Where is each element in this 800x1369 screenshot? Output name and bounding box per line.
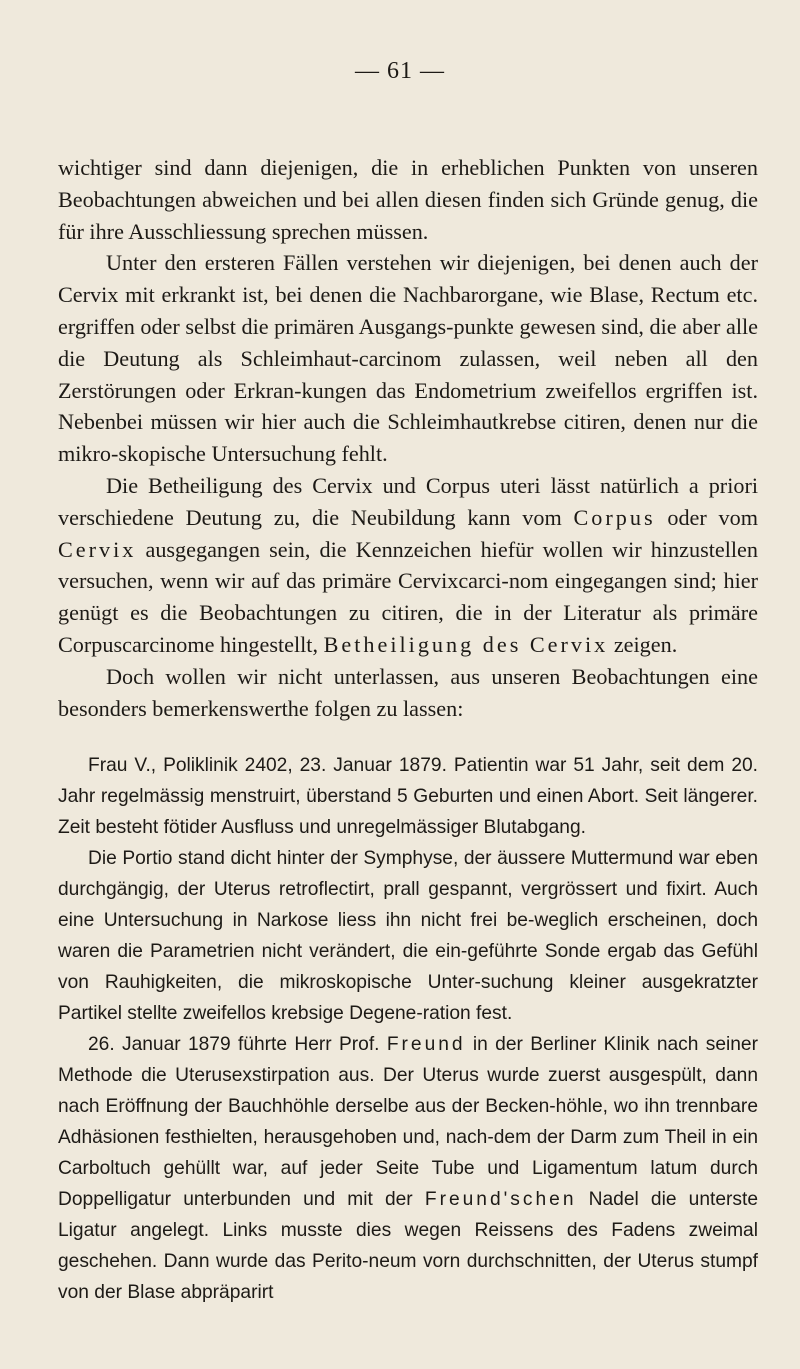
case-3-part-c: Nadel die unterste Ligatur angelegt. Links musste dies wegen Reissens des Fadens zweimal geschehen. Dann wurde das Perito-neum vorn durchschnitten, der Uterus stumpf von der Blase abpräparirt (58, 1189, 758, 1304)
paragraph-3-part-a: Die Betheiligung des Cervix und Corpus uteri lässt natürlich a priori verschiedene Deutung zu, die Neubildung kann vom (58, 472, 758, 530)
emphasis-freundschen: Freund'schen (424, 1189, 577, 1211)
paragraph-1: wichtiger sind dann diejenigen, die in erheblichen Punkten von unseren Beobachtungen abweichen und bei allen diesen finden sich Gründe genug, die für ihre Ausschliessung sprechen müssen. (58, 155, 758, 244)
case-3-part-a: 26. Januar 1879 führte Herr Prof. (88, 1034, 387, 1056)
case-paragraph-3 (58, 1029, 758, 1308)
paragraph-3 (58, 470, 758, 661)
main-text (58, 152, 758, 724)
paragraph-3-part-b: oder vom (655, 504, 758, 530)
emphasis-betheiligung: Betheiligung des Cervix (323, 631, 609, 657)
emphasis-cervix: Cervix (58, 536, 137, 562)
paragraph-2: Unter den ersteren Fällen verstehen wir diejenigen, bei denen auch der Cervix mit erkrankt ist, bei denen die Nachbarorgane, wie Blase, Rectum etc. ergriffen oder selbst die primären Ausgangs-punkte gewesen sind, die aber alle die Deutung als Schleimhaut-carcinom zulassen, weil neben all den Zerstörungen oder Erkran-kungen das Endometrium zweifellos ergriffen ist. Nebenbei müssen wir hier auch die Schleimhautkrebse citiren, denen nur die mikro-skopische Untersuchung fehlt. (58, 250, 758, 467)
emphasis-freund: Freund (386, 1034, 466, 1056)
page-number: — 61 — (355, 58, 445, 84)
paragraph-4: Doch wollen wir nicht unterlassen, aus unseren Beobachtungen eine besonders bemerkenswerthe folgen zu lassen: (58, 663, 758, 721)
case-paragraph-1: Frau V., Poliklinik 2402, 23. Januar 1879. Patientin war 51 Jahr, seit dem 20. Jahr regelmässig menstruirt, überstand 5 Geburten und einen Abort. Seit längerer. Zeit besteht fötider Ausfluss und unregelmässiger Blutabgang. (58, 755, 758, 839)
emphasis-corpus: Corpus (573, 504, 656, 530)
case-report (58, 750, 758, 1308)
paragraph-3-part-d: zeigen. (608, 631, 678, 657)
case-3-part-b: in der Berliner Klinik nach seiner Methode die Uterusexstirpation aus. Der Uterus wurde zuerst ausgespült, dann nach Eröffnung der Bauchhöhle derselbe aus der Becken-höhle, wo ihn trennbare Adhäsionen festhielten, herausgehoben und, nach-dem der Darm zum Theil in ein Carboltuch gehüllt war, auf jeder Seite Tube und Ligamentum latum durch Doppelligatur unterbunden und mit der (58, 1034, 758, 1211)
case-paragraph-2: Die Portio stand dicht hinter der Symphyse, der äussere Muttermund war eben durchgängig, der Uterus retroflectirt, prall gespannt, vergrössert und fixirt. Auch eine Untersuchung in Narkose liess ihn nicht frei be-weglich erscheinen, doch waren die Parametrien nicht verändert, die ein-geführte Sonde ergab das Gefühl von Rauhigkeiten, die mikroskopische Unter-suchung kleiner ausgekratzter Partikel stellte zweifellos krebsige Degene-ration fest. (58, 848, 758, 1025)
body-text (58, 152, 758, 1308)
paragraph-3-part-c: ausgegangen sein, die Kennzeichen hiefür wollen wir hinzustellen versuchen, wenn wir auf das primäre Cervixcarci-nom eingegangen sind; hier genügt es die Beobachtungen zu citiren, die in der Literatur als primäre Corpuscarcinome hingestellt, (58, 536, 758, 657)
